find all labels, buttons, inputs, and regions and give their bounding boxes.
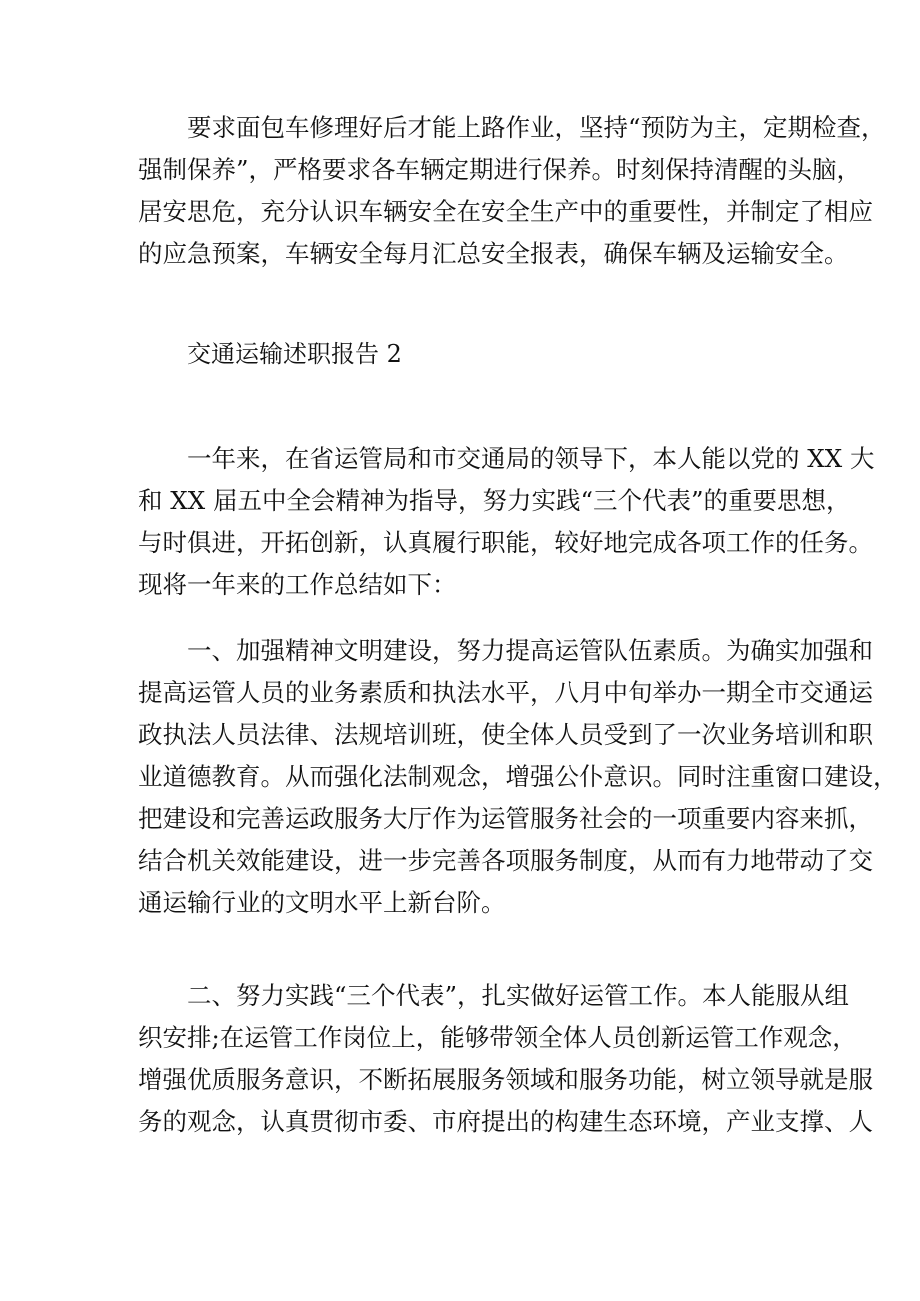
paragraph-line: 与时俱进，开拓创新，认真履行职能，较好地完成各项工作的任务。: [138, 528, 873, 557]
paragraph-section-one: [138, 630, 898, 924]
paragraph-line: 政执法人员法律、法规培训班，使全体人员受到了一次业务培训和职: [138, 720, 873, 749]
paragraph-line: 居安思危，充分认识车辆安全在安全生产中的重要性，并制定了相应: [138, 197, 873, 226]
report-heading: 交通运输述职报告 2: [187, 340, 402, 368]
paragraph-line: 务的观念，认真贯彻市委、市府提出的构建生态环境，产业支撑、人: [138, 1107, 873, 1136]
paragraph-line: 的应急预案，车辆安全每月汇总安全报表，确保车辆及运输安全。: [138, 239, 849, 268]
paragraph-line: 增强优质服务意识，不断拓展服务领域和服务功能，树立领导就是服: [138, 1065, 873, 1094]
paragraph-line: 一、加强精神文明建设，努力提高运管队伍素质。为确实加强和: [187, 636, 873, 665]
paragraph-line: 提高运管人员的业务素质和执法水平，八月中旬举办一期全市交通运: [138, 678, 873, 707]
paragraph-introduction: [138, 438, 875, 606]
paragraph-vehicle-safety: [138, 107, 886, 275]
paragraph-line: 把建设和完善运政服务大厅作为运管服务社会的一项重要内容来抓，: [138, 804, 873, 833]
paragraph-line: 二、努力实践“三个代表”，扎实做好运管工作。本人能服从组: [187, 981, 850, 1010]
paragraph-line: 业道德教育。从而强化法制观念，增强公仆意识。同时注重窗口建设，: [138, 762, 898, 791]
paragraph-line: 结合机关效能建设，进一步完善各项服务制度，从而有力地带动了交: [138, 846, 873, 875]
paragraph-line: 和 XX 届五中全会精神为指导，努力实践“三个代表”的重要思想，: [138, 486, 851, 515]
paragraph-line: 织安排;在运管工作岗位上，能够带领全体人员创新运管工作观念，: [138, 1023, 857, 1052]
paragraph-line: 强制保养”，严格要求各车辆定期进行保养。时刻保持清醒的头脑，: [138, 155, 862, 184]
paragraph-section-two: [138, 975, 873, 1143]
paragraph-line: 通运输行业的文明水平上新台阶。: [138, 888, 506, 917]
paragraph-line: 要求面包车修理好后才能上路作业，坚持“预防为主，定期检查，: [187, 113, 886, 142]
paragraph-line: 现将一年来的工作总结如下：: [138, 570, 457, 599]
paragraph-line: 一年来，在省运管局和市交通局的领导下，本人能以党的 XX 大: [187, 444, 875, 473]
